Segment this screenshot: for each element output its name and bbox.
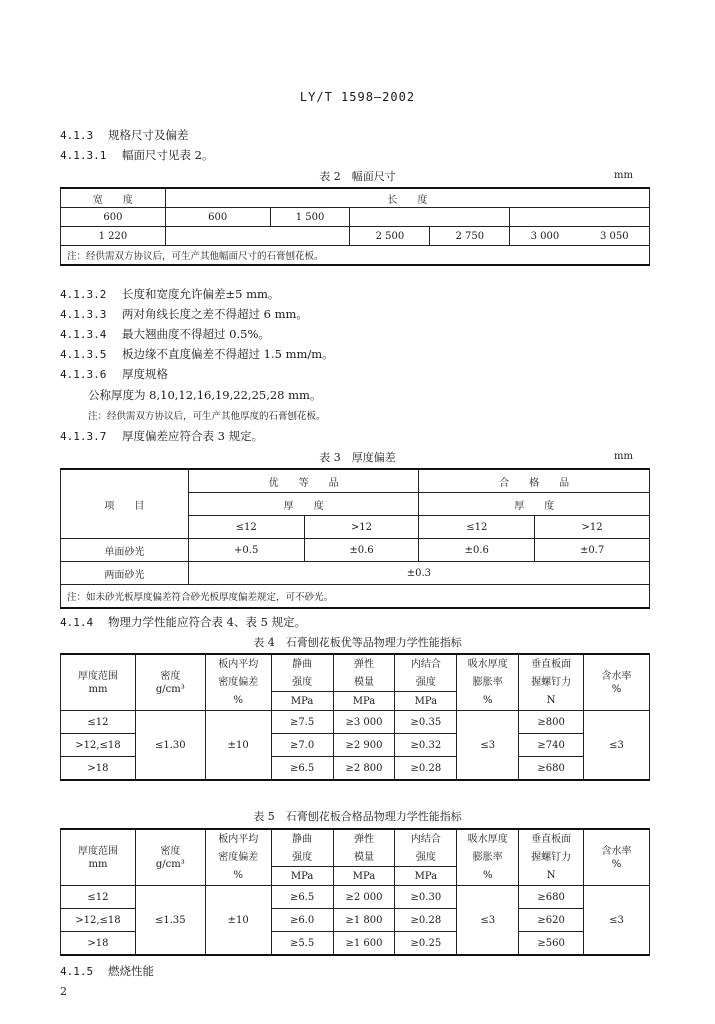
section-4-1-5	[60, 963, 154, 979]
t3-header-qualified: 合 格 品	[419, 469, 650, 493]
t5-moisture: ≤3	[584, 886, 650, 956]
section-text: 长度和宽度允许偏差±5 mm。	[122, 287, 280, 301]
table-2-dimensions	[60, 187, 650, 266]
t3-cell: ±0.7	[535, 539, 650, 562]
t4-mor: ≥7.5	[271, 711, 333, 734]
t5-h-dev-3: %	[205, 867, 271, 886]
t4-screw: ≥800	[519, 711, 584, 734]
t3-thickness-le12: ≤12	[188, 516, 304, 539]
t5-h-screw: 垂直板面	[519, 829, 584, 848]
table2-caption: 表 2 幅面尺寸	[319, 170, 396, 183]
section-4-1-3-1	[60, 147, 213, 163]
t5-h-dev-2: 密度偏差	[205, 848, 271, 867]
t3-header-excellent: 优 等 品	[188, 469, 419, 493]
t4-range: >12,≤18	[61, 734, 136, 757]
t5-h-moe-2: 模量	[333, 848, 395, 867]
t5-ib: ≥0.28	[395, 909, 457, 932]
t2-cell: 600	[165, 208, 270, 227]
t4-range: ≤12	[61, 711, 136, 734]
t4-h-swell: 吸水厚度	[457, 654, 519, 673]
t4-ib: ≥0.35	[395, 711, 457, 734]
t4-dev: ±10	[205, 711, 271, 781]
section-4-1-3-6	[60, 366, 168, 382]
t4-h-dev-3: %	[205, 692, 271, 711]
t5-h-dev: 板内平均	[205, 829, 271, 848]
t2-note: 注：经供需双方协议后，可生产其他幅面尺寸的石膏刨花板。	[61, 246, 650, 266]
section-number: 4.1.4	[60, 616, 94, 629]
thickness-spec: 公称厚度为 8,10,12,16,19,22,25,28 mm。	[88, 388, 322, 402]
section-number: 4.1.3.1	[60, 149, 107, 162]
section-number: 4.1.3.6	[60, 368, 107, 381]
t5-h-mor: 静曲	[271, 829, 333, 848]
table-row	[61, 886, 650, 909]
t5-screw: ≥560	[519, 932, 584, 956]
table5-caption: 表 5 石膏刨花板合格品物理力学性能指标	[253, 810, 462, 823]
section-number: 4.1.5	[60, 965, 94, 978]
section-4-1-3-2	[60, 286, 279, 302]
t5-density: ≤1.35	[135, 886, 205, 956]
t3-header-thickness: 厚 度	[419, 493, 650, 516]
t5-screw: ≥620	[519, 909, 584, 932]
t5-h-screw-3: N	[519, 867, 584, 886]
t2-cell	[270, 227, 350, 246]
t4-moe: ≥2 800	[333, 757, 395, 781]
t4-h-dev: 板内平均	[205, 654, 271, 673]
t3-row-label: 两面砂光	[61, 562, 189, 585]
t3-cell: ±0.6	[304, 539, 419, 562]
t5-ib: ≥0.25	[395, 932, 457, 956]
t4-h-moe-3: MPa	[333, 692, 395, 711]
t2-header-length: 长 度	[165, 188, 649, 208]
t5-h-swell-3: %	[457, 867, 519, 886]
t4-moisture: ≤3	[584, 711, 650, 781]
page-number: 2	[60, 985, 67, 998]
t5-moe: ≥1 600	[333, 932, 395, 956]
t2-cell: 2 750	[430, 227, 510, 246]
t3-header-thickness: 厚 度	[188, 493, 419, 516]
t4-h-ib-2: 强度	[395, 673, 457, 692]
section-text: 厚度偏差应符合表 3 规定。	[122, 429, 264, 443]
t5-h-swell: 吸水厚度	[457, 829, 519, 848]
table4-caption: 表 4 石膏刨花板优等品物理力学性能指标	[253, 636, 462, 649]
t4-h-screw: 垂直板面	[519, 654, 584, 673]
section-number: 4.1.3.7	[60, 430, 107, 443]
t5-h-ib: 内结合	[395, 829, 457, 848]
t2-cell: 3 000	[510, 227, 580, 246]
t4-h-ib-3: MPa	[395, 692, 457, 711]
table-row	[61, 711, 650, 734]
t2-header-width: 宽 度	[61, 188, 166, 208]
section-4-1-3-5	[60, 346, 334, 362]
section-text: 两对角线长度之差不得超过 6 mm。	[122, 307, 308, 321]
t5-range: >18	[61, 932, 136, 956]
t2-cell: 1 220	[61, 227, 166, 246]
t3-cell: ±0.6	[419, 539, 535, 562]
t2-cell	[350, 208, 430, 227]
t5-h-moe-3: MPa	[333, 867, 395, 886]
t4-h-swell-3: %	[457, 692, 519, 711]
t4-density: ≤1.30	[135, 711, 205, 781]
table2-unit: mm	[614, 170, 633, 181]
t3-cell: ±0.3	[188, 562, 649, 585]
section-4-1-3-3	[60, 306, 308, 322]
t5-h-range: 厚度范围 mm	[61, 829, 136, 886]
t5-range: >12,≤18	[61, 909, 136, 932]
t3-thickness-le12: ≤12	[419, 516, 535, 539]
t4-h-dev-2: 密度偏差	[205, 673, 271, 692]
table-5-qualified-properties	[60, 828, 650, 956]
t5-h-mor-2: 强度	[271, 848, 333, 867]
t3-header-item: 项 目	[61, 469, 189, 539]
section-number: 4.1.3.2	[60, 288, 107, 301]
t4-range: >18	[61, 757, 136, 781]
table3-caption: 表 3 厚度偏差	[319, 451, 396, 464]
t4-h-swell-2: 膨胀率	[457, 673, 519, 692]
t4-h-range: 厚度范围 mm	[61, 654, 136, 711]
table3-unit: mm	[614, 451, 633, 462]
section-text: 最大翘曲度不得超过 0.5%。	[122, 327, 270, 341]
t2-cell: 3 050	[580, 227, 650, 246]
t5-h-moe: 弹性	[333, 829, 395, 848]
table-4-excellent-properties	[60, 653, 650, 781]
t2-cell: 1 500	[270, 208, 350, 227]
section-number: 4.1.3	[60, 129, 94, 142]
section-text: 厚度规格	[122, 367, 168, 381]
t2-cell: 2 500	[350, 227, 430, 246]
t5-h-moisture: 含水率 %	[584, 829, 650, 886]
t2-cell: 600	[61, 208, 166, 227]
t4-moe: ≥2 900	[333, 734, 395, 757]
t2-cell	[165, 227, 270, 246]
t3-cell: +0.5	[188, 539, 304, 562]
t5-mor: ≥6.0	[271, 909, 333, 932]
section-number: 4.1.3.5	[60, 348, 107, 361]
t4-h-ib: 内结合	[395, 654, 457, 673]
section-text: 幅面尺寸见表 2。	[122, 148, 214, 162]
section-number: 4.1.3.3	[60, 308, 107, 321]
t5-dev: ±10	[205, 886, 271, 956]
section-text: 物理力学性能应符合表 4、表 5 规定。	[108, 615, 307, 629]
t4-h-screw-3: N	[519, 692, 584, 711]
t3-note: 注：如未砂光板厚度偏差符合砂光板厚度偏差规定，可不砂光。	[61, 585, 650, 609]
table-3-thickness-deviation	[60, 468, 650, 609]
t4-swell: ≤3	[457, 711, 519, 781]
t5-h-screw-2: 握螺钉力	[519, 848, 584, 867]
t4-screw: ≥680	[519, 757, 584, 781]
t4-h-moe: 弹性	[333, 654, 395, 673]
t4-mor: ≥7.0	[271, 734, 333, 757]
t5-h-ib-2: 强度	[395, 848, 457, 867]
t4-mor: ≥6.5	[271, 757, 333, 781]
standard-header: LY/T 1598—2002	[299, 90, 416, 104]
t4-h-screw-2: 握螺钉力	[519, 673, 584, 692]
t4-moe: ≥3 000	[333, 711, 395, 734]
t4-h-mor-2: 强度	[271, 673, 333, 692]
section-4-1-3	[60, 127, 189, 143]
t5-ib: ≥0.30	[395, 886, 457, 909]
t5-range: ≤12	[61, 886, 136, 909]
section-4-1-3-7	[60, 428, 263, 444]
t4-h-moe-2: 模量	[333, 673, 395, 692]
section-text: 板边缘不直度偏差不得超过 1.5 mm/m。	[122, 347, 334, 361]
t2-cell	[430, 208, 510, 227]
t4-h-mor: 静曲	[271, 654, 333, 673]
t5-screw: ≥680	[519, 886, 584, 909]
t2-cell	[580, 208, 650, 227]
t5-h-ib-3: MPa	[395, 867, 457, 886]
t4-screw: ≥740	[519, 734, 584, 757]
t5-h-mor-3: MPa	[271, 867, 333, 886]
t5-mor: ≥5.5	[271, 932, 333, 956]
t3-row-label: 单面砂光	[61, 539, 189, 562]
thickness-note: 注：经供需双方协议后，可生产其他厚度的石膏刨花板。	[88, 411, 326, 422]
section-title: 规格尺寸及偏差	[108, 128, 189, 142]
t5-swell: ≤3	[457, 886, 519, 956]
section-number: 4.1.3.4	[60, 328, 107, 341]
t5-moe: ≥2 000	[333, 886, 395, 909]
t3-thickness-gt12: >12	[535, 516, 650, 539]
section-4-1-3-4	[60, 326, 270, 342]
t3-thickness-gt12: >12	[304, 516, 419, 539]
t5-moe: ≥1 800	[333, 909, 395, 932]
t4-h-mor-3: MPa	[271, 692, 333, 711]
t5-h-density: 密度 g/cm³	[135, 829, 205, 886]
t4-ib: ≥0.32	[395, 734, 457, 757]
t5-h-swell-2: 膨胀率	[457, 848, 519, 867]
section-4-1-4	[60, 614, 306, 630]
t4-ib: ≥0.28	[395, 757, 457, 781]
t5-mor: ≥6.5	[271, 886, 333, 909]
section-title: 燃烧性能	[108, 964, 154, 978]
t4-h-moisture: 含水率 %	[584, 654, 650, 711]
t2-cell	[510, 208, 580, 227]
t4-h-density: 密度 g/cm³	[135, 654, 205, 711]
